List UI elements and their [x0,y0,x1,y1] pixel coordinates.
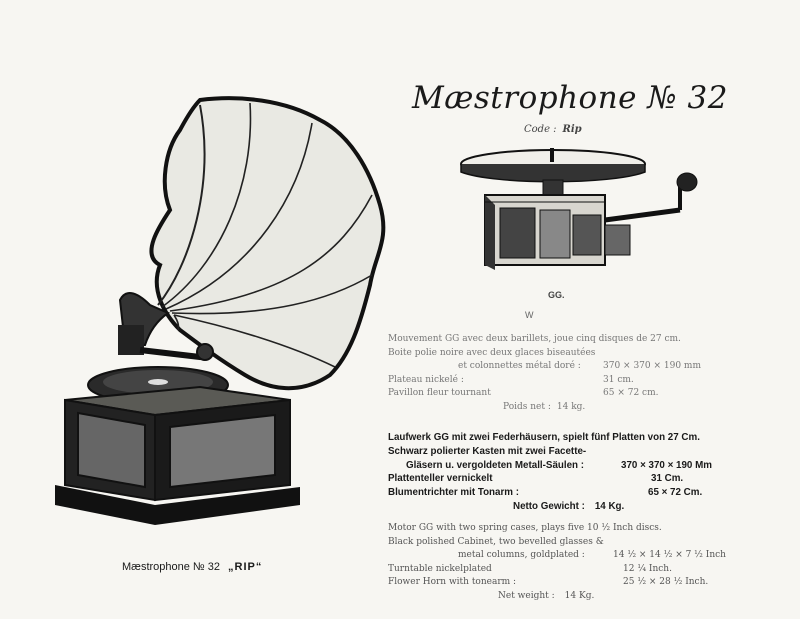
de-line-6: Netto Gewicht : 14 Kg. [513,500,625,512]
illustration-caption [122,561,262,573]
caption-name: Mæstrophone № 32 [122,561,221,573]
de-line-4: Plattenteller vernickelt 31 Cm. [388,473,684,485]
en-line-2: Black polished Cabinet, two bevelled glasses & [388,536,604,547]
en-line-4: Turntable nickelplated 12 ¼ Inch. [388,563,672,574]
de-line-1: Laufwerk GG mit zwei Federhäusern, spielt fünf Platten von 27 Cm. [388,432,700,443]
fr-line-6: Poids net : 14 kg. [503,401,586,412]
de-line-5: Blumentrichter mit Tonarm : 65 × 72 Cm. [388,487,703,499]
en-line-3: metal columns, goldplated : 14 ½ × 14 ½ × 7 ½ Inch [458,550,726,560]
fr-line-5: Pavillon fleur tournant 65 × 72 cm. [388,388,659,398]
code-label: Code : [524,124,557,135]
french-description [388,333,701,414]
fr-line-2: Boite polie noire avec deux glaces biseautées [388,347,596,358]
en-line-1: Motor GG with two spring cases, plays five 10 ½ Inch discs. [388,523,662,533]
fr-line-4: Plateau nickelé : 31 cm. [388,374,634,385]
english-description [388,522,726,603]
de-line-2: Schwarz polierter Kasten mit zwei Facette- [388,445,587,457]
caption-code: „RIP“ [228,561,263,573]
page-title: Mæstrophone № 32 [412,80,729,116]
motor-mechanism-illustration [455,140,735,275]
de-line-3: Gläsern u. vergoldeten Metall-Säulen : 370 × 370 × 190 Mm [406,459,712,471]
figure-label: GG. [548,290,565,300]
en-line-5: Flower Horn with tonearm : 25 ½ × 28 ½ Inch. [388,577,709,587]
figure-label-secondary: W [525,310,536,320]
en-line-6: Net weight : 14 Kg. [498,590,595,601]
german-description [388,431,712,514]
fr-line-3: et colonnettes métal doré : 370 × 370 × 190 mm [458,361,701,371]
gramophone-illustration [50,95,400,545]
code-value: Rip [562,124,582,135]
fr-line-1: Mouvement GG avec deux barillets, joue cinq disques de 27 cm. [388,334,681,344]
code-line [524,124,582,135]
